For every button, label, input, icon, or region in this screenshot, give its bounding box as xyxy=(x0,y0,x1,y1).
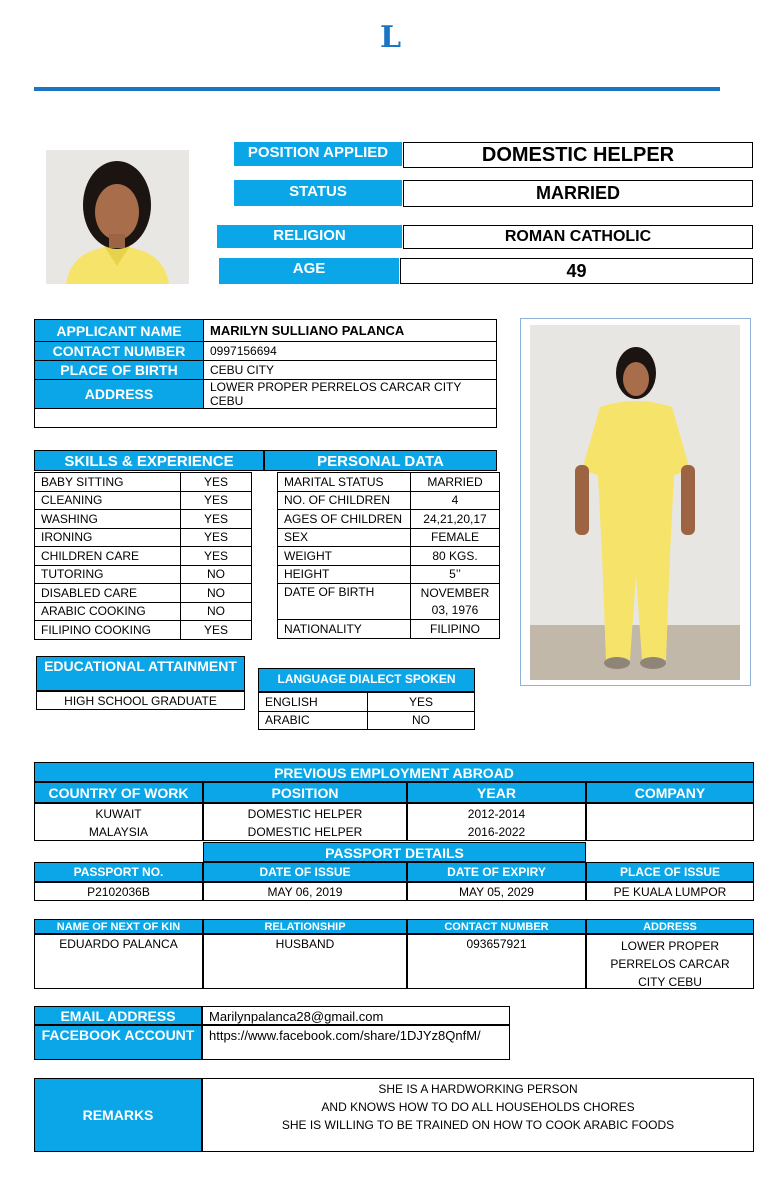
skill-name: CHILDREN CARE xyxy=(35,547,181,566)
applicant-info-table xyxy=(34,319,497,428)
remarks-line: AND KNOWS HOW TO DO ALL HOUSEHOLDS CHORES xyxy=(321,1100,635,1114)
language-dialect-label: LANGUAGE DIALECT SPOKEN xyxy=(258,668,475,692)
skill-value: YES xyxy=(181,473,252,492)
skill-row xyxy=(35,491,252,510)
employment-year: 2012-2014 xyxy=(467,807,526,821)
col-date-of-issue: DATE OF ISSUE xyxy=(203,862,407,882)
facebook-value: https://www.facebook.com/share/1DJYz8QnfM/ xyxy=(202,1025,510,1060)
remarks-label: REMARKS xyxy=(34,1078,202,1152)
language-table xyxy=(258,692,475,730)
personal-value: 80 KGS. xyxy=(411,547,500,566)
employment-country: MALAYSIA xyxy=(88,825,149,839)
age-label: AGE xyxy=(219,258,399,284)
personal-value: 5’’ xyxy=(411,565,500,584)
skill-value: NO xyxy=(181,602,252,621)
col-country-of-work: COUNTRY OF WORK xyxy=(34,782,203,803)
personal-label: MARITAL STATUS xyxy=(278,473,411,492)
skill-row xyxy=(35,621,252,640)
skill-row xyxy=(35,602,252,621)
skill-name: TUTORING xyxy=(35,565,181,584)
col-company: COMPANY xyxy=(586,782,754,803)
full-body-photo-frame xyxy=(520,318,751,686)
personal-label: WEIGHT xyxy=(278,547,411,566)
personal-label: DATE OF BIRTH xyxy=(278,584,411,620)
skill-value: NO xyxy=(181,584,252,603)
date-of-issue-value: MAY 06, 2019 xyxy=(203,882,407,901)
skill-row xyxy=(35,565,252,584)
remarks-line: SHE IS WILLING TO BE TRAINED ON HOW TO COOK ARABIC FOODS xyxy=(281,1118,675,1132)
skill-row xyxy=(35,528,252,547)
kin-address-value: LOWER PROPER PERRELOS CARCAR CITY CEBU xyxy=(586,934,754,989)
employment-countries xyxy=(34,803,203,841)
previous-employment-header: PREVIOUS EMPLOYMENT ABROAD xyxy=(34,762,754,782)
employment-years xyxy=(407,803,586,841)
language-value: NO xyxy=(368,711,475,730)
applicant-name-value: MARILYN SULLIANO PALANCA xyxy=(204,320,497,342)
employment-header-row xyxy=(34,782,754,803)
personal-label: SEX xyxy=(278,528,411,547)
remarks-text xyxy=(202,1078,754,1152)
header-rule xyxy=(34,87,720,91)
contact-number-label: CONTACT NUMBER xyxy=(35,342,204,361)
contact-number-value: 0997156694 xyxy=(204,342,497,361)
applicant-headshot-photo xyxy=(46,150,189,284)
col-date-of-expiry: DATE OF EXPIRY xyxy=(407,862,586,882)
facebook-label: FACEBOOK ACCOUNT xyxy=(34,1025,202,1060)
language-name: ARABIC xyxy=(259,711,368,730)
employment-company xyxy=(586,803,754,841)
employment-position: DOMESTIC HELPER xyxy=(247,807,363,821)
email-value: Marilynpalanca28@gmail.com xyxy=(202,1006,510,1025)
skill-value: NO xyxy=(181,565,252,584)
personal-label: AGES OF CHILDREN xyxy=(278,510,411,529)
status-label: STATUS xyxy=(234,180,402,206)
kin-relationship-value: HUSBAND xyxy=(203,934,407,989)
religion-value: ROMAN CATHOLIC xyxy=(403,225,753,249)
position-applied-label: POSITION APPLIED xyxy=(234,142,402,166)
skill-name: FILIPINO COOKING xyxy=(35,621,181,640)
passport-values-row xyxy=(34,882,754,901)
col-passport-no: PASSPORT NO. xyxy=(34,862,203,882)
kin-header-row xyxy=(34,919,754,934)
employment-year: 2016-2022 xyxy=(467,825,526,839)
kin-values-row xyxy=(34,934,754,989)
email-label: EMAIL ADDRESS xyxy=(34,1006,202,1025)
personal-data-table xyxy=(277,472,500,639)
employment-rows xyxy=(34,803,754,841)
personal-label: HEIGHT xyxy=(278,565,411,584)
educational-attainment-value: HIGH SCHOOL GRADUATE xyxy=(36,691,245,710)
position-applied-value: DOMESTIC HELPER xyxy=(403,142,753,168)
col-kin-contact: CONTACT NUMBER xyxy=(407,919,586,934)
personal-value: NOVEMBER 03, 1976 xyxy=(411,584,500,620)
skill-row xyxy=(35,510,252,529)
skill-row xyxy=(35,584,252,603)
place-of-birth-label: PLACE OF BIRTH xyxy=(35,361,204,380)
employment-position: DOMESTIC HELPER xyxy=(247,825,363,839)
kin-contact-value: 093657921 xyxy=(407,934,586,989)
skill-value: YES xyxy=(181,510,252,529)
skill-name: WASHING xyxy=(35,510,181,529)
passport-header-row xyxy=(34,862,754,882)
col-place-of-issue: PLACE OF ISSUE xyxy=(586,862,754,882)
employment-country: KUWAIT xyxy=(95,807,142,821)
personal-value: FILIPINO xyxy=(411,620,500,639)
religion-label: RELIGION xyxy=(217,225,402,248)
skills-experience-header: SKILLS & EXPERIENCE xyxy=(34,450,264,471)
personal-value: FEMALE xyxy=(411,528,500,547)
full-body-photo xyxy=(530,325,740,680)
skill-value: YES xyxy=(181,491,252,510)
personal-label: NO. OF CHILDREN xyxy=(278,491,411,510)
skill-value: YES xyxy=(181,528,252,547)
address-value: LOWER PROPER PERRELOS CARCAR CITY CEBU xyxy=(204,380,497,409)
col-position: POSITION xyxy=(203,782,407,803)
company-logo-letter: L xyxy=(379,20,402,55)
educational-attainment-label: EDUCATIONAL ATTAINMENT xyxy=(36,656,245,691)
age-value: 49 xyxy=(400,258,753,284)
remarks-line: SHE IS A HARDWORKING PERSON xyxy=(378,1082,578,1096)
applicant-name-label: APPLICANT NAME xyxy=(35,320,204,342)
personal-value: MARRIED xyxy=(411,473,500,492)
personal-value: 24,21,20,17 xyxy=(411,510,500,529)
skill-value: YES xyxy=(181,547,252,566)
date-of-expiry-value: MAY 05, 2029 xyxy=(407,882,586,901)
col-kin-address: ADDRESS xyxy=(586,919,754,934)
skill-name: BABY SITTING xyxy=(35,473,181,492)
language-value: YES xyxy=(368,693,475,712)
language-name: ENGLISH xyxy=(259,693,368,712)
skill-name: CLEANING xyxy=(35,491,181,510)
col-next-of-kin: NAME OF NEXT OF KIN xyxy=(34,919,203,934)
place-of-issue-value: PE KUALA LUMPOR xyxy=(586,882,754,901)
col-relationship: RELATIONSHIP xyxy=(203,919,407,934)
skill-value: YES xyxy=(181,621,252,640)
personal-data-header: PERSONAL DATA xyxy=(264,450,497,471)
skill-name: DISABLED CARE xyxy=(35,584,181,603)
kin-name-value: EDUARDO PALANCA xyxy=(34,934,203,989)
passport-details-header: PASSPORT DETAILS xyxy=(203,842,586,862)
skill-row xyxy=(35,547,252,566)
employment-positions xyxy=(203,803,407,841)
col-year: YEAR xyxy=(407,782,586,803)
skill-row xyxy=(35,473,252,492)
skills-table xyxy=(34,472,252,640)
skill-name: IRONING xyxy=(35,528,181,547)
address-label: ADDRESS xyxy=(35,380,204,409)
place-of-birth-value: CEBU CITY xyxy=(204,361,497,380)
personal-label: NATIONALITY xyxy=(278,620,411,639)
skill-name: ARABIC COOKING xyxy=(35,602,181,621)
empty-row xyxy=(35,409,497,428)
personal-value: 4 xyxy=(411,491,500,510)
passport-no-value: P2102036B xyxy=(34,882,203,901)
status-value: MARRIED xyxy=(403,180,753,207)
